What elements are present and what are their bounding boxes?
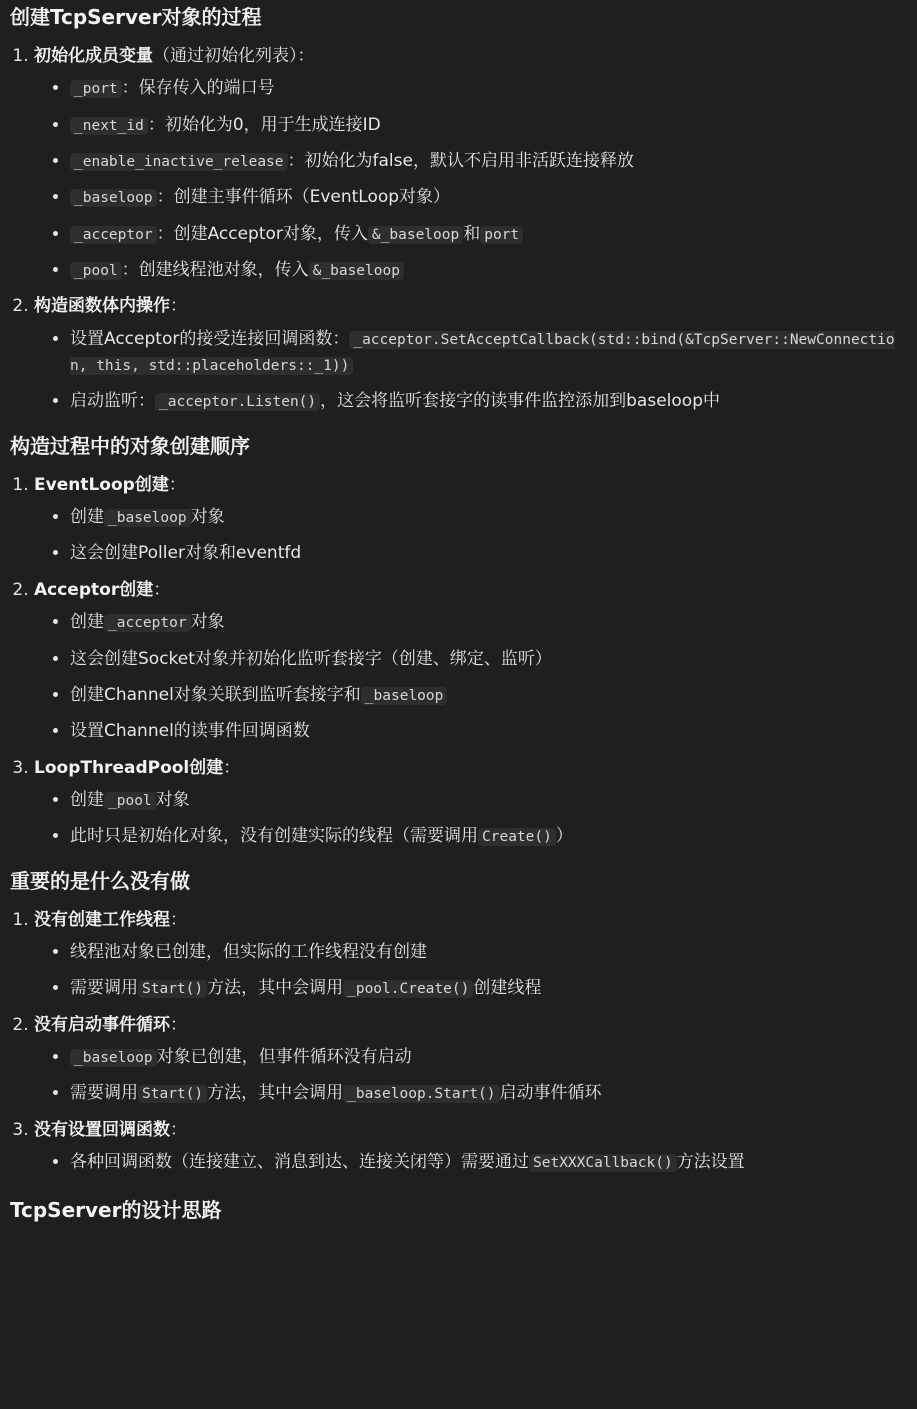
bullet-text: 这会创建Poller对象和eventfd xyxy=(70,543,302,564)
bullet-item xyxy=(70,388,907,414)
inline-code: _pool.Create() xyxy=(343,980,473,998)
bullet-list xyxy=(34,75,907,283)
bullet-list xyxy=(34,504,907,567)
item-label: LoopThreadPool创建 xyxy=(34,757,224,778)
bullet-text: 设置Acceptor的接受连接回调函数： xyxy=(70,328,350,349)
numbered-list xyxy=(10,472,907,850)
bullet-text: 这会创建Socket对象并初始化监听套接字（创建、绑定、监听） xyxy=(70,648,552,669)
inline-code: _baseloop xyxy=(70,189,157,207)
bullet-list xyxy=(34,787,907,850)
bullet-text: 方法设置 xyxy=(676,1151,745,1172)
inline-code: _acceptor.SetAcceptCallback(std::bind(&TcpServer::NewConnection, this, std::placeholders::_1)) xyxy=(70,331,895,375)
bullet-item xyxy=(70,221,907,247)
bullet-text: 和 xyxy=(463,223,481,244)
bullet-item xyxy=(70,787,907,813)
section-heading: 重要的是什么没有做 xyxy=(10,868,190,893)
numbered-item xyxy=(34,755,907,850)
item-label: EventLoop创建 xyxy=(34,474,169,495)
bullet-item xyxy=(70,939,907,965)
inline-code: &_baseloop xyxy=(309,262,404,280)
bullet-text: ） xyxy=(555,826,573,847)
inline-code: _next_id xyxy=(70,117,148,135)
bullet-item xyxy=(70,75,907,101)
bullet-item xyxy=(70,540,907,566)
numbered-list xyxy=(10,907,907,1176)
inline-code: _enable_inactive_release xyxy=(70,153,288,171)
section-2 xyxy=(10,433,907,850)
item-label-suffix: ： xyxy=(170,296,187,317)
bullet-text: 需要调用 xyxy=(70,1083,138,1104)
numbered-item xyxy=(34,472,907,567)
bullet-list xyxy=(34,939,907,1002)
bullet-text: 对象 xyxy=(155,789,190,810)
inline-code: _baseloop.Start() xyxy=(343,1085,499,1103)
item-label-suffix: （通过初始化列表）： xyxy=(153,46,315,66)
numbered-list xyxy=(10,43,907,415)
bullet-text: 需要调用 xyxy=(70,978,138,999)
bullet-text: 创建 xyxy=(70,507,104,528)
bullet-list xyxy=(34,326,907,415)
item-label-suffix: ： xyxy=(170,1014,187,1035)
item-label-suffix: ： xyxy=(223,757,241,778)
bullet-text: 启动事件循环 xyxy=(499,1083,602,1104)
bullet-item xyxy=(70,1080,907,1106)
bullet-text: 对象已创建，但事件循环没有启动 xyxy=(156,1046,412,1067)
bullet-text: 设置Channel的读事件回调函数 xyxy=(70,721,310,742)
inline-code: _acceptor xyxy=(70,226,157,244)
bullet-item xyxy=(70,1044,907,1070)
numbered-item xyxy=(34,577,907,745)
item-label-suffix: ： xyxy=(170,909,187,930)
numbered-item xyxy=(34,1012,907,1107)
bullet-item xyxy=(70,326,907,379)
inline-code: Start() xyxy=(138,980,207,998)
bullet-item xyxy=(70,823,907,849)
bullet-item xyxy=(70,257,907,283)
item-label: 没有创建工作线程 xyxy=(34,909,170,930)
inline-code: _baseloop xyxy=(361,687,448,705)
inline-code: _acceptor xyxy=(104,614,191,632)
inline-code: port xyxy=(480,226,523,244)
numbered-item xyxy=(34,293,907,414)
bullet-item xyxy=(70,148,907,174)
section-heading: 创建TcpServer对象的过程 xyxy=(10,5,262,29)
inline-code: Start() xyxy=(138,1085,207,1103)
inline-code: SetXXXCallback() xyxy=(529,1154,677,1172)
bullet-text: 各种回调函数（连接建立、消息到达、连接关闭等）需要通过 xyxy=(70,1151,529,1172)
item-label-suffix: ： xyxy=(170,1119,187,1140)
inline-code: _port xyxy=(70,80,122,98)
bullet-text: 创建 xyxy=(70,612,104,633)
item-label: 初始化成员变量 xyxy=(34,46,153,66)
numbered-item xyxy=(34,43,907,283)
bullet-text: ：创建Acceptor对象，传入 xyxy=(156,223,368,244)
bullet-item xyxy=(70,718,907,744)
bullet-item xyxy=(70,682,907,708)
bullet-item xyxy=(70,609,907,635)
bullet-text: 创建 xyxy=(70,789,104,810)
section-3 xyxy=(10,868,907,1176)
bullet-text: 此时只是初始化对象，没有创建实际的线程（需要调用 xyxy=(70,826,478,847)
bullet-item xyxy=(70,504,907,530)
inline-code: _baseloop xyxy=(104,509,191,527)
bullet-text: ：初始化为false，默认不启用非活跃连接释放 xyxy=(287,151,634,172)
bullet-text: ：创建线程池对象，传入 xyxy=(121,260,309,281)
bullet-list xyxy=(34,1044,907,1107)
bullet-text: 方法，其中会调用 xyxy=(207,978,344,999)
bullet-text: 创建Channel对象关联到监听套接字和 xyxy=(70,684,361,705)
bullet-list xyxy=(34,609,907,744)
inline-code: _pool xyxy=(104,792,156,810)
bullet-item xyxy=(70,975,907,1001)
inline-code: Create() xyxy=(478,828,556,846)
numbered-item xyxy=(34,1117,907,1176)
bullet-text: 创建线程 xyxy=(473,978,542,999)
bullet-text: ：保存传入的端口号 xyxy=(121,78,275,99)
inline-code: _pool xyxy=(70,262,122,280)
bullet-text: ：初始化为0，用于生成连接ID xyxy=(147,114,381,135)
bullet-text: 对象 xyxy=(190,612,225,633)
numbered-item xyxy=(34,907,907,1002)
bullet-list xyxy=(34,1149,907,1175)
section-1 xyxy=(10,0,907,415)
inline-code: &_baseloop xyxy=(368,226,463,244)
section-heading-design: TcpServer的设计思路 xyxy=(10,1198,222,1223)
sections-container xyxy=(10,0,907,1175)
bullet-item xyxy=(70,1149,907,1175)
item-label: 没有启动事件循环 xyxy=(34,1014,170,1035)
bullet-text: 方法，其中会调用 xyxy=(207,1083,344,1104)
bullet-text: ：创建主事件循环（EventLoop对象） xyxy=(156,187,451,208)
inline-code: _acceptor.Listen() xyxy=(155,393,320,411)
bullet-item xyxy=(70,112,907,138)
bullet-text: 线程池对象已创建，但实际的工作线程没有创建 xyxy=(70,941,427,962)
item-label: 构造函数体内操作 xyxy=(34,296,170,317)
item-label: Acceptor创建 xyxy=(34,579,154,600)
bullet-text: ，这会将监听套接字的读事件监控添加到baseloop中 xyxy=(320,391,720,412)
inline-code: _baseloop xyxy=(70,1049,157,1067)
item-label: 没有设置回调函数 xyxy=(34,1119,170,1140)
section-heading: 构造过程中的对象创建顺序 xyxy=(10,433,250,458)
bullet-item xyxy=(70,184,907,210)
bullet-item xyxy=(70,646,907,672)
bullet-text: 启动监听： xyxy=(70,391,155,412)
item-label-suffix: ： xyxy=(168,474,186,495)
bullet-text: 对象 xyxy=(190,507,225,528)
item-label-suffix: ： xyxy=(153,579,171,600)
